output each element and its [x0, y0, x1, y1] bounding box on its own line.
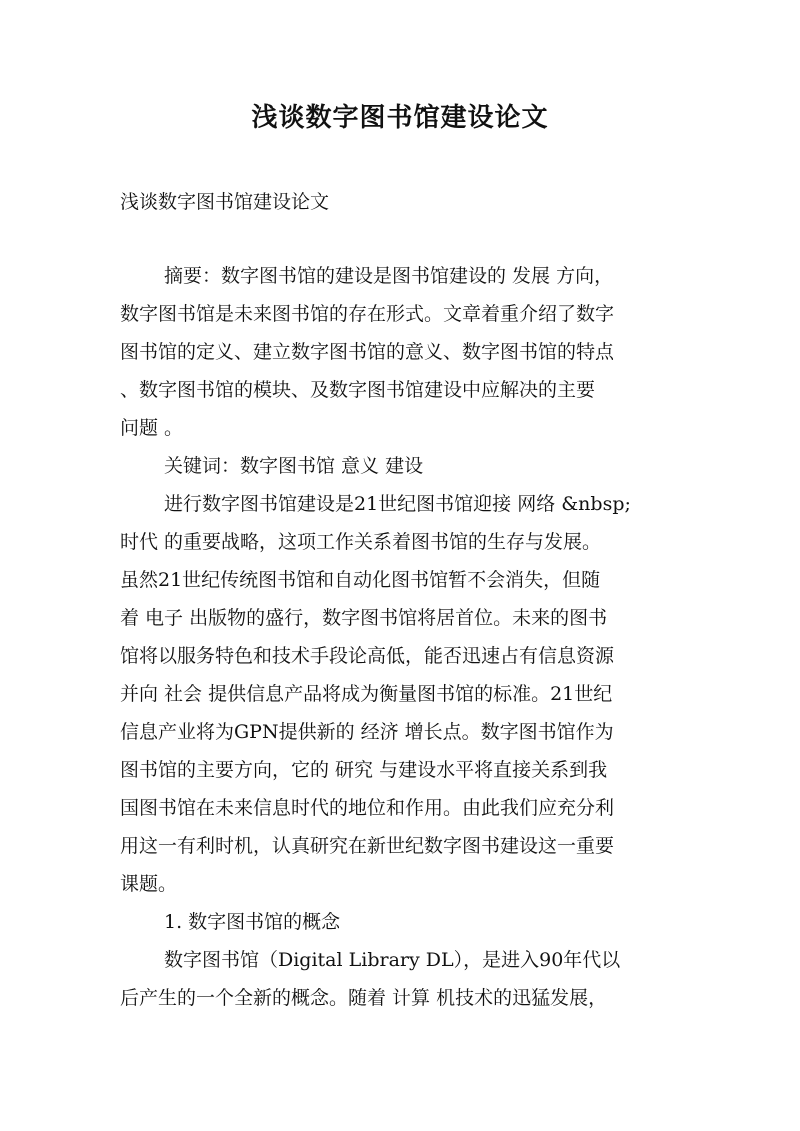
paragraph-line: 信息产业将为GPN提供新的 经济 增长点。数字图书馆作为: [120, 721, 614, 743]
document-subtitle: 浅谈数字图书馆建设论文: [120, 191, 330, 213]
keywords-line: 关键词：数字图书馆 意义 建设: [164, 455, 424, 477]
section-heading: 1. 数字图书馆的概念: [164, 911, 341, 933]
paragraph-line: 用这一有利时机，认真研究在新世纪数字图书建设这一重要: [120, 835, 615, 857]
paragraph-line: 数字图书馆（Digital Library DL），是进入90年代以: [164, 949, 621, 971]
paragraph-line: 数字图书馆是未来图书馆的存在形式。文章着重介绍了数字: [120, 303, 615, 325]
paragraph-line: 课题。: [120, 873, 178, 895]
document-title: 浅谈数字图书馆建设论文: [251, 103, 549, 133]
paragraph-line: 并向 社会 提供信息产品将成为衡量图书馆的标准。21世纪: [120, 683, 613, 705]
paragraph-line: 、数字图书馆的模块、及数字图书馆建设中应解决的主要: [120, 379, 596, 401]
paragraph-line: 国图书馆在未来信息时代的地位和作用。由此我们应充分利: [120, 797, 615, 819]
paragraph-line: 时代 的重要战略，这项工作关系着图书馆的生存与发展。: [120, 531, 602, 553]
paragraph-line: 图书馆的定义、建立数字图书馆的意义、数字图书馆的特点: [120, 341, 615, 363]
paragraph-line: 后产生的一个全新的概念。随着 计算 机技术的迅猛发展，: [120, 987, 608, 1009]
paragraph-line: 虽然21世纪传统图书馆和自动化图书馆暂不会消失，但随: [120, 569, 601, 591]
paragraph-line: 着 电子 出版物的盛行，数字图书馆将居首位。未来的图书: [120, 607, 608, 629]
paragraph-line: 问题 。: [120, 417, 184, 439]
paragraph-line: 进行数字图书馆建设是21世纪图书馆迎接 网络 &nbsp;: [164, 493, 631, 515]
paragraph-line: 摘要：数字图书馆的建设是图书馆建设的 发展 方向，: [164, 265, 614, 287]
paragraph-line: 图书馆的主要方向，它的 研究 与建设水平将直接关系到我: [120, 759, 608, 781]
paragraph-line: 馆将以服务特色和技术手段论高低，能否迅速占有信息资源: [120, 645, 615, 667]
